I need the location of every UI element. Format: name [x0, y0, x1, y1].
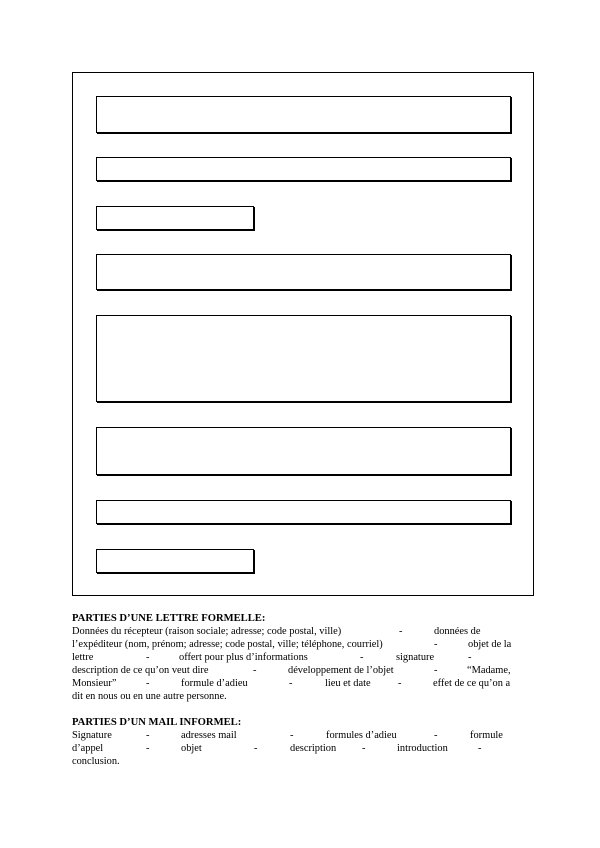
formal-word: effet de ce qu’on a	[433, 678, 511, 689]
formal-word: objet de la	[468, 639, 512, 650]
formal-word: “Madame,	[467, 665, 511, 676]
formal-dash: -	[360, 652, 364, 663]
farewell-box[interactable]	[96, 500, 511, 524]
frame-tick-mark	[72, 72, 75, 96]
formal-letter-parts	[72, 612, 518, 703]
informal-word: formule	[470, 730, 503, 741]
informal-word: formules d’adieu	[326, 730, 397, 741]
formal-word: données de	[434, 626, 481, 637]
formal-word: Données du récepteur (raison sociale; adresse; code postal, ville)	[72, 626, 342, 637]
formal-dash: -	[434, 639, 438, 650]
informal-word: d’appel	[72, 743, 104, 754]
formal-dash: -	[398, 678, 402, 689]
informal-mail-parts	[72, 716, 518, 768]
informal-dash: -	[434, 730, 438, 741]
subject-box[interactable]	[96, 254, 511, 290]
informal-word: adresses mail	[181, 730, 237, 741]
informal-dash: -	[254, 743, 258, 754]
informal-heading: PARTIES D’UN MAIL INFORMEL:	[72, 717, 242, 728]
formal-word: développement de l’objet	[288, 665, 394, 676]
formal-dash: -	[253, 665, 257, 676]
informal-dash: -	[290, 730, 294, 741]
formal-word: Monsieur”	[72, 678, 117, 689]
formal-word: lieu et date	[325, 678, 371, 689]
informal-word: conclusion.	[72, 756, 120, 767]
closing-box[interactable]	[96, 427, 511, 475]
informal-dash: -	[478, 743, 482, 754]
formal-heading: PARTIES D’UNE LETTRE FORMELLE:	[72, 613, 266, 624]
formal-dash: -	[399, 626, 403, 637]
informal-word: objet	[181, 743, 202, 754]
formal-word: dit en nous ou en une autre personne.	[72, 691, 227, 702]
formal-dash: -	[468, 652, 472, 663]
formal-word: formule d’adieu	[181, 678, 248, 689]
formal-dash: -	[146, 678, 150, 689]
informal-word: description	[290, 743, 337, 754]
formal-word: description de ce qu’on veut dire	[72, 665, 209, 676]
formal-word: signature	[396, 652, 435, 663]
formal-dash: -	[146, 652, 150, 663]
body-box[interactable]	[96, 315, 511, 402]
informal-dash: -	[146, 730, 150, 741]
informal-word: introduction	[397, 743, 448, 754]
formal-dash: -	[289, 678, 293, 689]
signature-box[interactable]	[96, 549, 254, 573]
formal-word: l’expéditeur (nom, prénom; adresse; code postal, ville; téléphone, courriel)	[72, 639, 383, 650]
formal-word: offert pour plus d’informations	[179, 652, 308, 663]
sender-data-box[interactable]	[96, 96, 511, 133]
informal-dash: -	[146, 743, 150, 754]
formal-word: lettre	[72, 652, 94, 663]
recipient-data-box[interactable]	[96, 157, 511, 181]
place-date-box[interactable]	[96, 206, 254, 230]
formal-dash: -	[434, 665, 438, 676]
informal-dash: -	[362, 743, 366, 754]
informal-word: Signature	[72, 730, 112, 741]
